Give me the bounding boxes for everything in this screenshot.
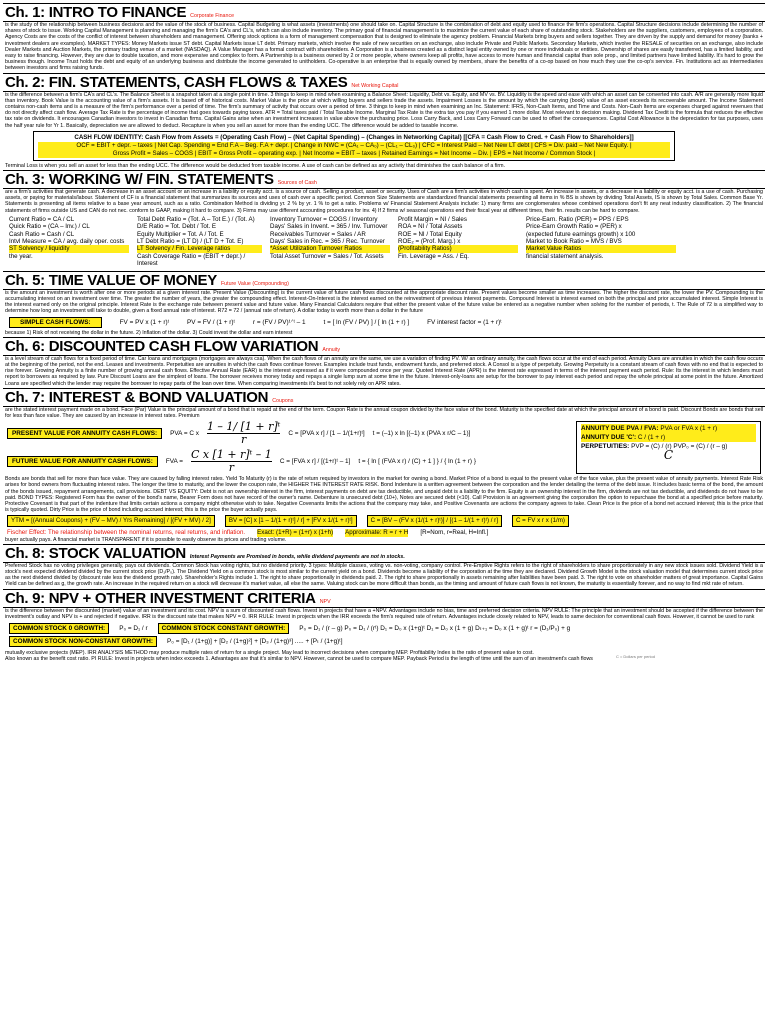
chapter-8-body: Preferred Stock has no voting privileges generally, pays out dividends. Common Stock has voting rights, but no dividend priority. 3 types: Multiple classes, voting vs. non-voting, company control. Pre-Emptive Rights refers to the right of shareholders to share proportionately in any new stock issues sold. Dividend Yield is a stock's next expected dividend divided by the current stock price (D₁/P₀). The Dividend Yield on a common stock is most similar to the current yield on a bond. Dividends become a liability of the corporation at the time they are declared. Dividend Growth Model is the stock valuation model that determines current stock price as the next dividend divided by (discount rate less the dividend growth rate). Shareholder's Rights include 1. The right to share proportionally in dividends paid. 2. The right to share proportionally in assets remaining after liabilities have been paid. 3. The right to vote on shareholder matters of great importance. Capital Gains Yield can be defined as g, the growth rate. An increase in the required return on a stock will decrease it's market value, all else the same. Valuing stock can be more difficult than bonds, as the timing and amount of future cash flows is not known, the maturity is essentially forever, and no way to find mkt rate of return. <box>5 562 763 588</box>
ratio-item: Profit Margin = NI / Sales <box>398 215 467 223</box>
chapter-7 <box>3 388 765 543</box>
chapter-5 <box>3 271 765 336</box>
cash-flow-formulas-1: OCF = EBIT + depr. – taxes | Net Cap. Spending = End F.A – Beg. F.A + depr. | Change in NWC = (CA₁ – CA₀) – (CL₁ – CL₀) | CFC = Interest Paid – Net New LT debt | CFS = Div. paid – Net New Equity. | <box>38 142 670 150</box>
fisher-row <box>3 529 765 537</box>
ratio-item: LT Debt Ratio = (LT D) / (LT D + Tot. E) <box>137 238 244 246</box>
cheat-sheet <box>3 2 765 1022</box>
chapter-9-body: is the difference between the discounted (market) value of an investment and its cost. NPV is a sum of discounted cash flows. Invest in projects that have a +NPV. Advantages include no bias, time and preferred decision criteria. NPV RULE: The principle that an investment should be accepted if the difference between the investment's outlay and NPV is + and rejected if negative. IRR is the discount rate that makes NPV = 0. IRR RULE: Invest in projects when the IRR exceeds the firm's required rate of return. Advantages include closely related to NPV, leads to same decision for conventional cash flows. However, it cannot be used to rank <box>5 607 763 620</box>
profitability-ratios <box>398 216 518 268</box>
perpetuities-title: PERPETUITIES: <box>581 443 630 451</box>
chapter-6-title: Ch. 6: DISCOUNTED CASH FLOW VARIATION <box>5 337 319 355</box>
chapter-9 <box>3 589 765 663</box>
fva-c-formula: C = [FVA x r] / [(1+r)ᵗ – 1] <box>279 458 351 466</box>
perpetuities-formula: PVP = (C) / (r) PVP₀ = (C) / (r – g) <box>631 443 728 451</box>
chapter-8 <box>3 544 765 588</box>
chapter-8-title: Ch. 8: STOCK VALUATION <box>5 544 186 562</box>
ratio-item: Days' Sales in Rec. = 365 / Rec. Turnover <box>270 238 385 246</box>
chapter-5-body: is the amount an investment is worth after one or more periods at a given interest rate. Present Value (Discounting) is the current value of future cash flows discounted at the appropriate discount rate. Present values become smaller as time increases. The higher the discount rate, the lower the PV. Compounding is the accumulating interest on an investment over time. The greater the number of years, the greater the compounding effect. Interest-On-Interest is the interest earned on the reinvestment of previous interest payments. Compound Interest is interest earned on both the principal and prior accumulated interest. Simple Interest is the interest earned only on the original principle. Interest Rate is the exchange rate between present value and future value. Many Financial Calculators require that either the present value of the future value be entered as a negative number when solving for the number of periods, t. The Rule of 72 is a simplified way to determine how long an investment will take to double, given a fixed annual rate of interest. R72 = 72 / (annual rate of return). A dollar today is worth more than a dollar in the future <box>5 289 763 315</box>
ratio-category: (Profitability Ratios) <box>398 245 518 252</box>
chapter-6 <box>3 337 765 387</box>
bond-formulas <box>3 513 765 529</box>
ytm-formula: YTM = [(Annual Coupons) + (FV – MV) / Yrs Remaining] / [(FV + MV) / 2] <box>7 515 215 527</box>
fva-fraction-numerator: C x [1 + r]ᵗ – 1 <box>190 448 272 462</box>
cs-zero-growth-formula: P₀ = D₁ / r <box>119 624 148 632</box>
simple-cash-flow-formulas <box>3 315 765 330</box>
cash-flow-identity-box <box>33 131 675 161</box>
annuity-due-box <box>576 421 761 474</box>
annuity-due-formula: PVA or FVA x (1 + r) <box>660 425 718 433</box>
chapter-9-tail-1: mutually exclusive projects (MEP). IRR ANALYSIS METHOD may produce multiple rates of return for a single project. May lead to incorrect decisions when comparing MEP. Profitability Index is the ratio of present value to cost. <box>5 649 534 656</box>
cash-flow-identity-title: CASH FLOW IDENTITY: Cash Flow from Assets = (Operating Cash Flow) – (Net Capital Spending) – (Changes in Networking Capital) [[CFA = Cash Flow to Cred. + Cash Flow to Shareholders]] <box>74 133 634 141</box>
annuity-due-pva-fva <box>581 424 756 433</box>
ch3-lead-term: Sources of Cash <box>277 180 317 187</box>
cash-flow-formulas-2: Gross Profit = Sales – COGS | EBIT = Gross Profit – operating exp. | Net Income = EBIT – taxes | Retained Earnings = Net Income – Div. | EPS = Net Income / Common Stock | <box>38 150 670 158</box>
ratio-table <box>3 214 765 270</box>
ratio-item: D/E Ratio = Tot. Debt / Tot. E <box>137 223 217 231</box>
because-text: because 1) Risk of not receiving the dollar in the future. 2) Inflation of the dollar. 3) Could invest the dollar and earn interest <box>5 329 293 336</box>
coupon-rate-formula: C = FV x r x (1/m) <box>512 515 569 527</box>
cs-nonconstant-growth-formula: P₀ = [D₁ / (1+g)] + [D₂ / (1+g)²] + [D₃ / (1+g)³] ..... + [Pₜ / (1+g)ᵗ] <box>167 637 343 645</box>
ch7-lead-term: Coupons <box>272 397 294 404</box>
pva-c-formula: C = [PVA x r] / [1 – 1/(1+r)ᵗ] <box>288 430 365 438</box>
bond-text: Bonds are bonds that sell for more than face value. They are caused by falling interest rates. Yield To Maturity (r) is the rate of return required by investors in the market for owning a bond. Market Price of a bond is equal to the present value of the face value, plus the present value of annuity payments. Interest Rate Risk arises for bond owners from fluctuating interest rates. The longer the time to maturity, and the lower the coupon rate, the HIGHER THE INTEREST RATE RISK. Bond Indenture is a written agreement between the corporation and the lender detailing the terms of the debt issue. It includes basic terms of the bond, the amount of the bonds issued, repayment arrangements, call provisions. DEBT VS EQUITY: Debt is not an ownership interest in the firm, interest payments on debt are tax deductible, and unpaid debt is a liability to the firm. Equity is an ownership interest in the firm, dividends are not tax deductible, and dividends do not have to be paid. BOND TYPES: Registered Form has the owner of the bond's name, Bearer Form does not have record of the owner's name. Debenture is unsecured debt (10+), Notes are secured debt (<10). Call Provision is an agreement giving the corporation the option to repurchase the bond at a specified price before maturity. Protective Covenant is that part of the indenture that limits certain actions a company might otherwise wish to take. Negative Covenants limits the actions that the company may take, and Positive Covenants are actions the company agrees to take. Clean Price is the price of a bond net accrued interest; this is the price that is typically quoted. Dirty Price is the price of bond including accrued interest; this is the price the buyer actually pays. <box>5 476 763 514</box>
pva-tiny-note: C = Dollars per period <box>615 654 655 659</box>
cs-constant-growth-label: COMMON STOCK CONSTANT GROWTH: <box>158 623 290 634</box>
ratio-item: Equity Multiplier = Tot. A / Tot. E <box>137 230 224 238</box>
ratio-item: Current Ratio = CA / CL <box>9 215 75 223</box>
solvency-ratios <box>137 216 262 268</box>
ch5-lead-term: Future Value (Compounding) <box>220 280 289 287</box>
chapter-9-tail-2: Also known as the benefit cost ratio. PI RULE: Invest in projects when index exceeds 1. Advantages are that it's similar to NPV. However, cannot be used to compare MEP. Payback Period is the length of time until the sum of an investment's cash flows <box>5 656 593 663</box>
time-formula: t = [ ln (FV / PV) ] / [ ln (1 + r) ] <box>323 318 410 326</box>
pva-row <box>7 421 570 446</box>
ratio-item: Price-Earn Growth Ratio = (PER) x <box>526 223 622 231</box>
fisher-effect: Fischer Effect: The relationship between the nominal returns, real returns, and inflation. <box>7 528 246 536</box>
ratio-item: (expected future earnings growth) x 100 <box>526 230 636 238</box>
stock-formula-row-2 <box>9 636 759 647</box>
ratio-item: ROE₂ = (Prof. Marg.) x <box>398 238 461 246</box>
ch9-lead-term: NPV <box>319 598 331 605</box>
buyer-text: buyer actually pays. A financial market is TRANSPARENT if it is possible to easily observe its prices and trading volume. <box>5 536 287 543</box>
cs-constant-growth-formula: P₀ = D₁ / (r – g) P₀ = D₁ / (rᵗ) D₁ = D₀ x (1+g)ᵗ D₁ = D₀ x (1 + g) Dₜ₊₁ = D₀ x (1 + g)ᵗ r = (D₁/P₀) + g <box>299 624 571 632</box>
ratio-category: LT Solvency / Fin. Leverage ratios <box>137 245 262 252</box>
pva-formula-lead: PVA = C x <box>170 430 199 438</box>
chapter-2-header <box>3 73 765 92</box>
ratio-item: Receivables Turnover = Sales / AR <box>270 230 366 238</box>
ratio-item: ROE = NI / Total Equity <box>398 230 462 238</box>
ratio-item: Market to Book Ratio = MVS / BVS <box>526 238 622 246</box>
chapter-7-header <box>3 388 765 407</box>
ch6-lead-term: Annuity <box>322 346 341 353</box>
rate-formula: r = (FV / PV)¹ᐟᵗ – 1 <box>252 319 306 327</box>
ratio-item: Total Asset Turnover = Sales / Tot. Assets <box>270 252 384 260</box>
ratio-category: ST Solvency / liquidity <box>9 245 129 252</box>
chapter-2-title: Ch. 2: FIN. STATEMENTS, CASH FLOWS & TAXES <box>5 73 348 91</box>
chapter-5-header <box>3 271 765 290</box>
chapter-1-body: is the study of the relationship between business decisions and the value of the stock of business. Capital Budgeting is what assets (investments) one should take on. Capital Structure is the combination of debt and equity used to finance the firm's operations. Capital Structure decisions include determining the number of shares of stock to issue. Working Capital Management is planning and managing the firm's CA's and CL's, which can also include inventory. The primary goal of financial management is to maximize the current value of each share of outstanding stock. Stakeholders are the suppliers, customers, employees of a corporation. Agency Costs are the costs of the conflict of interest between shareholders and management. Offering stock options is a form of management compensation that is designed to eliminate the agency problem. Financial Markets bring buyers and sellers together. They are driven by the supply and demand for money (banks + investment dealers are examples). MARKET TYPES: Money Markets issue ST debt. Capital Markets issue LT debt. Primary markets, which involve the sale of new securities on an exchange, also include Private and Public Markets. Secondary Markets, which involve the RESALE of securities on an exchange, also include Dealer Markets and Auction Markets, the primary trading venue of a market (NASDAQ). A Value Manager has a formal contract with shareholders. A Corporation is a business created as a distinct legal entity owned by one or more individuals or entities. Ownership of shares are easily transferred, has a limited liability, and easy to raise financing. However, they are due to double taxation, and more expensive and complex to form. A Partnership is a business owned by 2 or more people, where owners keep all profits, have access to more human and financial capital than sole prop., and limited partners have limited liability. It's hard to grow the business though. Income Trust holds the debt and equity of an underlying business and distribute the income generated to unitholders. Co-operative is an enterprise that is equally owned by members, share the benefits of a co-op based on how much they use the co-op's service. Fin. Institutions act as intermediaries between investors and firms raising funds. <box>5 22 763 72</box>
ratio-item: Quick Ratio = (CA – Inv.) / CL <box>9 223 90 231</box>
bond-value-formula: BV = [C] x [1 – 1/(1 + r)ᵗ] / r] + [FV x 1/(1 + r)ᵗ] <box>225 515 357 527</box>
pv-formula: PV = FV / (1 + r)ᵗ <box>187 318 235 326</box>
fva-fraction-denominator: r <box>228 461 234 475</box>
fisher-exact: Exact: (1+R) = (1+r) x (1+h) <box>257 528 334 536</box>
stock-formulas <box>3 620 765 650</box>
fv-factor-formula: FV interest factor = (1 + r)ᵗ <box>427 318 502 326</box>
ratio-category: Market Value Ratios <box>526 245 676 252</box>
annuity-due-title: ANNUITY DUE PVA / FVA: <box>581 425 659 433</box>
ch8-lead: Interest Payments are Promised in bonds, while dividend payments are not in stocks. <box>189 553 405 560</box>
chapter-7-body: are the stated interest payment made on a bond. Face (Par) Value is the principal amount of a bond that is repaid at the end of the term. Coupon Rate is the annual coupon divided by the face value of the bond. Maturity is the specified date at which the principal amount of a bond is paid. Discount Bonds are bonds that sell for less than face value. They are caused by an increase in interest rates. Premium <box>5 406 763 419</box>
chapter-5-title: Ch. 5: TIME VALUE OF MONEY <box>5 271 217 289</box>
annuity-pv-fv <box>7 421 570 474</box>
fva-formula-lead: FVA = <box>165 458 183 466</box>
annuity-due-c-formula: C / (1 + r) <box>637 434 666 442</box>
fv-formula: FV = PV x (1 + r)ᵗ <box>119 318 170 326</box>
chapter-2-body: is the difference between a firm's CA's and CL's. The Balance Sheet is a snapshot taken at a single point in time. 3 things to keep in mind when examining a Balance Sheet: Liquidity, Debt vs. Equity, and MV vs. BV. Liquidity is the speed and ease with which an asset can be converted into cash. A/R are generally more liquid than inventory. Book Value is the accounting value of a firm's assets. It is based off of historical costs. Market Value is the price at which willing buyers and sellers trade the assets. Impairment Losses is the amount by which the carrying (book) value of an asset exceeds its recoverable amount. The Income Statement contains non-cash items and is a measure of the firm's performance over a period of time. The firm's summary of activity that occurs over a period of time. 3 things to keep in mind when examining an Inc. Statement: IFRS, Non-Cash Items, and Time and Costs. Non-Cash Items are expenses charged against revenues that do not directly affect cash flow. Average Tax Rate is the percentage of income that goes towards paying taxes. ATR = Total taxes paid / Total Taxable Income. Marginal Tax Rate is the extra tax you pay if you earned 1 more dollar. Most relevant to decision making. Dividend Tax Credit is the formula that reduces the effective tax rate on dividends. It encourages Canadian investors to invest in Canadian firms. Capital Gains arise when an investment increases in value above the purchasing price. Loss Carry Back, and Loss Carry Forward can be used to offset the consequences. Capital Cost Allowance is the depreciation for tax purposes, uses the half year rule for Yr 1. Basically, depreciation we are allowed to deduct. Recapture is when you sell an asset for more than the ending UCC. The difference would be added to taxable income. <box>5 91 763 129</box>
pva-label: PRESENT VALUE FOR ANNUITY CASH FLOWS: <box>7 428 162 439</box>
ratio-item: Cash Ratio = Cash / CL <box>9 230 75 238</box>
coupon-formula: C = [BV – (FV x (1/(1 + r)ᵗ)] / [(1 – 1/(1 + r)ᵗ) / r] <box>367 515 502 527</box>
chapter-3-title: Ch. 3: WORKING W/ FIN. STATEMENTS <box>5 171 274 189</box>
ratio-category: *Asset Utilization Turnover Ratios <box>270 245 390 252</box>
chapter-9-title: Ch. 9: NPV + OTHER INVESTMENT CRITERIA <box>5 589 316 607</box>
chapter-6-body: is a level stream of cash flows for a fixed period of time. Car loans and mortgages (mortgages are always csa). When the cash flows of an annuity are the same, we use a variation of finding PV. W/ an ordinary annuity, the cash flows occur at the end of each period. Annuity Dues are annuities in which the cash flow occurs at the beginning of the period, not the end. Leases and investments. Perpetuities are annuities in which the cash flows continue forever. Examples include trust funds, endowment funds, and preferred stock. A Consol is a type of perpetuity. Growing Perpetuity is a constant stream of cash flows with no end that is expected to rise forever. Growing Annuity is a finite number of growing annual cash flows. Effective Annual Rate (EAR) is the interest expressed as if it were compounded once per year. Quoted Interest Rate (APR) is the interest rate expressed in terms of the interest payment each period. Rule: Its the interest in which lenders must report to borrowers as required by law. Pure Discount Loans are the simplest of loans. The borrower receives money today and repays a single lump sum at some time in the future. Interest-only-loans are setup for the borrower to pay interest each period and repay the whole principal at some point in the future. Amortized Loans are specified which the lender may require the borrower to repay parts of the loan over time. When comparing investments it's best to not solely rely on APR rates. <box>5 355 763 387</box>
chapter-2 <box>3 73 765 169</box>
liquidity-ratios <box>9 216 129 268</box>
annuity-formulas <box>3 419 765 476</box>
ratio-item: Inventory Turnover = COGS / Inventory <box>270 215 378 223</box>
simple-cash-flows-label: SIMPLE CASH FLOWS: <box>9 317 102 328</box>
pva-fraction-denominator: r <box>241 433 247 447</box>
pva-t-formula: t = (–1) x ln [(–1) x (PVA x r/C – 1)] <box>372 430 471 438</box>
annuity-due-c-title: ANNUITY DUE 'C': <box>581 434 637 442</box>
ratio-item: Cash Coverage Ratio = (EBIT + depr.) / Interest <box>137 252 246 268</box>
terminal-loss-text: Terminal Loss is when you sell an asset for less than the ending UCC. The difference would be deducted from taxable income. A use of cash can be defined as any activity that diminishes the cash balance of a firm. <box>5 162 506 169</box>
chapter-3-header <box>3 170 765 189</box>
stock-formula-row-1 <box>9 623 759 634</box>
market-value-ratios <box>526 216 676 268</box>
cs-zero-growth-label: COMMON STOCK 0 GROWTH: <box>9 623 109 634</box>
ratio-item: Intvl Measure = CA / avg. daily oper. costs <box>9 238 125 246</box>
ch2-lead-term: Net Working Capital <box>351 82 399 89</box>
chapter-1-title: Ch. 1: INTRO TO FINANCE <box>5 4 187 21</box>
ch1-lead-term: Corporate Finance <box>190 13 235 19</box>
fva-fraction <box>191 449 272 474</box>
chapter-9-header <box>3 589 765 608</box>
annuity-due-c <box>581 433 756 442</box>
chapter-3-body: are a firm's activities that generate cash. A decrease in an asset account or an increase in a liability or equity acct. is a source of cash. Selling a product, asset or security. Uses of Cash are a firm's activities in which cash is spent. An increase in assets, or a decrease in a liability or equity acct. is a use of cash. Purchasing assets, or paying for materials/labour. Statement of CF is a financial statement that summarizes its sources and uses of cash over a specific period. Common Size Statements are standardized financial statements presenting all items in % BS is shown by dividing Total Assets, IS is shown by Total Sales. Common Base Yr. Statements is presenting all items relative to a base year amount, such as a ratio. Combination Method is dividing yr. 2 % by yr. 1 % to get a ratio. Problems w/ Financial Statement Analysis include: 1) many firms are conglomerates whose combined operations don't fit any neat industry classification. 2) The financial statements of firms outside US and CAN do not nec. conform to GAAP, making it hard to compare. 3) Firms may use different accounting procedures for inv. 4) If 2 firms w/ seasonal operations end their fiscal year at different times, their fin. results can be hard to compare. <box>5 189 763 214</box>
fisher-approx: Approximate: R = r + H <box>345 528 409 536</box>
chapter-1 <box>3 3 765 72</box>
chapter-6-header <box>3 337 765 356</box>
chapter-3 <box>3 170 765 270</box>
cs-nonconstant-growth-label: COMMON STOCK NON-CONSTANT GROWTH: <box>9 636 157 647</box>
ratio-item: Fin. Leverage = Ass. / Eq. <box>398 252 470 260</box>
fva-t-formula: t = { ln [ (FVA x r) / (C) + 1 ] } / { ln (1 + r) } <box>358 458 476 466</box>
pva-fraction <box>207 421 280 446</box>
fva-label: FUTURE VALUE FOR ANNUITY CASH FLOWS: <box>7 456 158 467</box>
ratio-item: Price-Earn. Ratio (PER) = PPS / EPS <box>526 215 629 223</box>
turnover-ratios <box>270 216 390 268</box>
chapter-7-title: Ch. 7: INTEREST & BOND VALUATION <box>5 388 269 406</box>
ratio-item: the year. <box>9 252 33 260</box>
perpetuity-c-symbol: C <box>663 448 674 463</box>
fva-row <box>7 449 570 474</box>
ratio-item: Total Debt Ratio = (Tot. A – Tot E.) / (Tot. A) <box>137 215 255 223</box>
ratio-item: Days' Sales in Invent. = 365 / Inv. Turnover <box>270 223 388 231</box>
ratio-item: ROA = NI / Total Assets <box>398 223 463 231</box>
chapter-8-header <box>3 544 765 563</box>
chapter-1-header <box>3 3 765 22</box>
ratio-item: financial statement analysis. <box>526 252 604 260</box>
fisher-legend: [R=Nom, r=Real, H=Infl.] <box>420 528 489 536</box>
pva-fraction-numerator: 1 – 1/ [1 + r]ᵗ <box>206 420 281 434</box>
